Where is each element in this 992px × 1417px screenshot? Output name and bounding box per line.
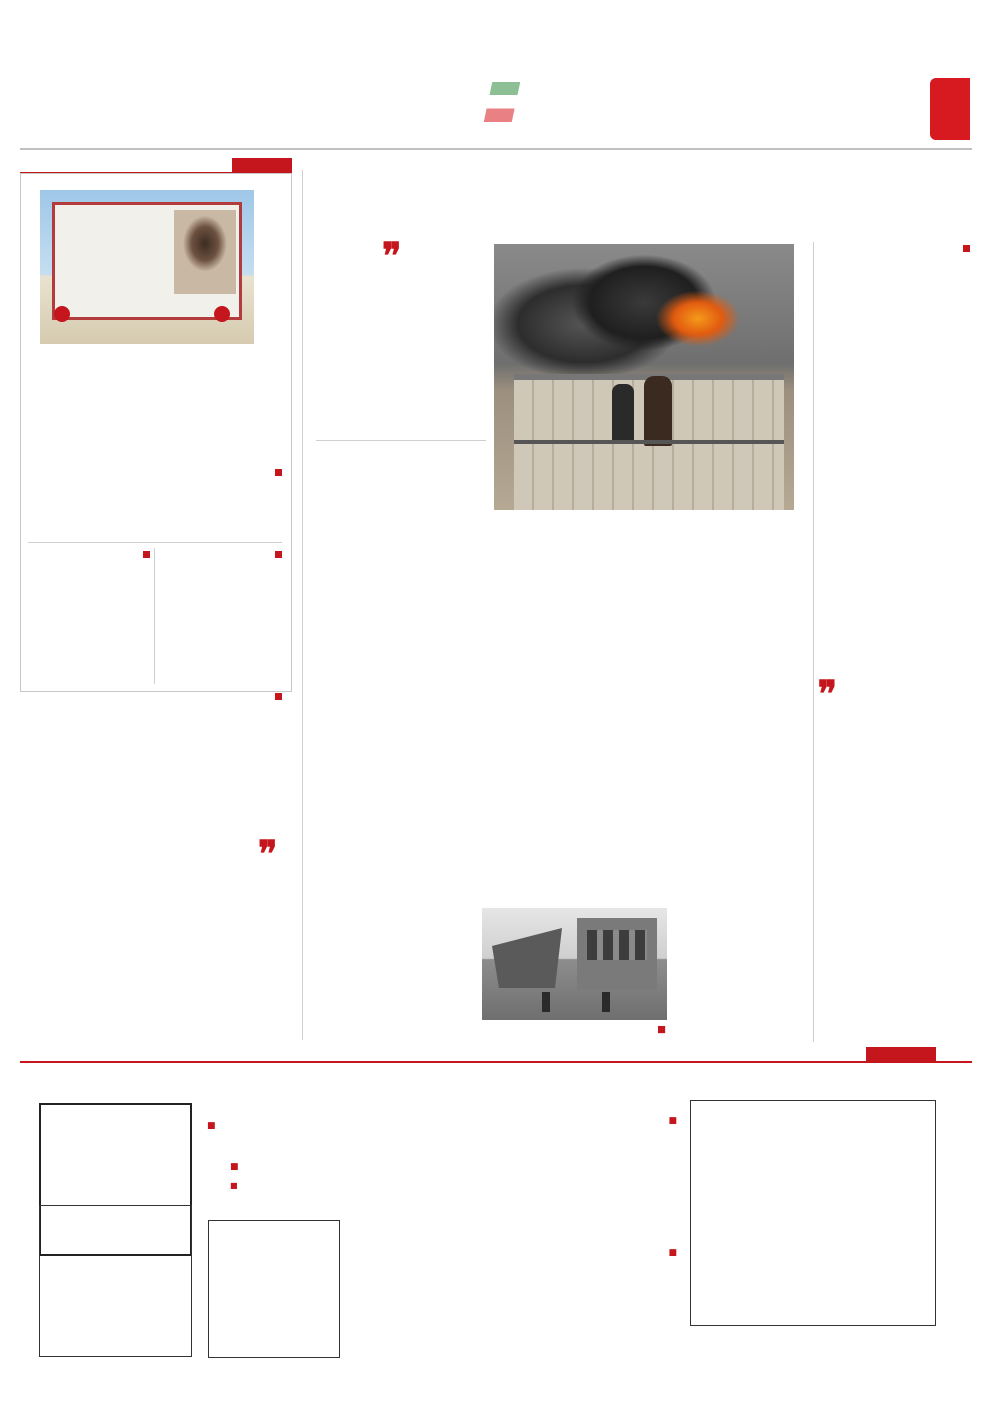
person-figure	[644, 376, 672, 446]
billboard-photo	[40, 190, 254, 344]
crossword-row-numbers	[938, 1100, 960, 1326]
ruins-photo	[482, 908, 667, 1020]
person-figure	[542, 992, 550, 1012]
article-column-1b	[820, 700, 970, 1040]
photo-caption	[657, 1024, 666, 1035]
person-figure	[612, 384, 634, 444]
section-logo	[442, 80, 548, 138]
divider	[316, 440, 486, 441]
crossword-answer-label	[230, 1180, 238, 1191]
memory-intro	[28, 466, 282, 536]
answer-grid-left	[39, 1205, 192, 1357]
quote-icon: ❞	[817, 673, 837, 715]
quote-icon: ❞	[382, 235, 402, 277]
memory-sub3	[160, 690, 282, 705]
memory-column-right-b	[160, 690, 282, 836]
memory-column-left-b	[28, 690, 150, 1030]
flower-icon	[54, 306, 70, 322]
memory-sub2	[28, 548, 150, 563]
header-divider	[20, 148, 972, 150]
divider	[813, 242, 814, 1042]
brand-logo[interactable]	[930, 78, 970, 140]
memory-column-left	[28, 548, 150, 680]
article-column-3	[596, 520, 694, 900]
portrait-image	[174, 210, 236, 294]
divider	[302, 170, 303, 1040]
billboard-caption	[258, 192, 274, 342]
pullquote-left	[178, 862, 298, 1030]
building-shape	[492, 928, 562, 988]
across-clues	[348, 1130, 668, 1236]
rail-shape	[514, 440, 784, 444]
crossword-grid-wrap	[690, 1100, 936, 1326]
crossword-title	[230, 1158, 239, 1173]
person-figure	[602, 992, 610, 1012]
crossword-grid[interactable]	[690, 1100, 936, 1326]
article-byline	[820, 242, 970, 257]
article-column-4	[491, 520, 591, 900]
divider	[154, 548, 155, 684]
article-column-5	[316, 268, 486, 436]
memory-sub1	[160, 548, 282, 563]
divider	[28, 542, 282, 543]
building-shape	[577, 918, 657, 990]
article-column-7	[316, 750, 486, 1042]
down-title	[668, 1244, 677, 1258]
article-column-2	[699, 520, 794, 640]
article-column-1	[820, 242, 970, 692]
masthead	[910, 78, 970, 148]
answer-grid-right	[208, 1220, 340, 1358]
memory-spacer	[28, 682, 150, 684]
puzzle-ribbon-line	[20, 1061, 972, 1063]
down-clues	[348, 1262, 668, 1370]
flower-icon	[214, 306, 230, 322]
refinery-fire-photo	[494, 244, 794, 510]
quote-icon: ❞	[258, 833, 278, 875]
article-column-6	[316, 446, 486, 746]
sudoku-title	[207, 1116, 216, 1132]
across-title	[668, 1112, 677, 1126]
memory-byline	[28, 466, 282, 481]
pullquote-right	[699, 716, 794, 896]
flag-icon	[484, 82, 521, 122]
